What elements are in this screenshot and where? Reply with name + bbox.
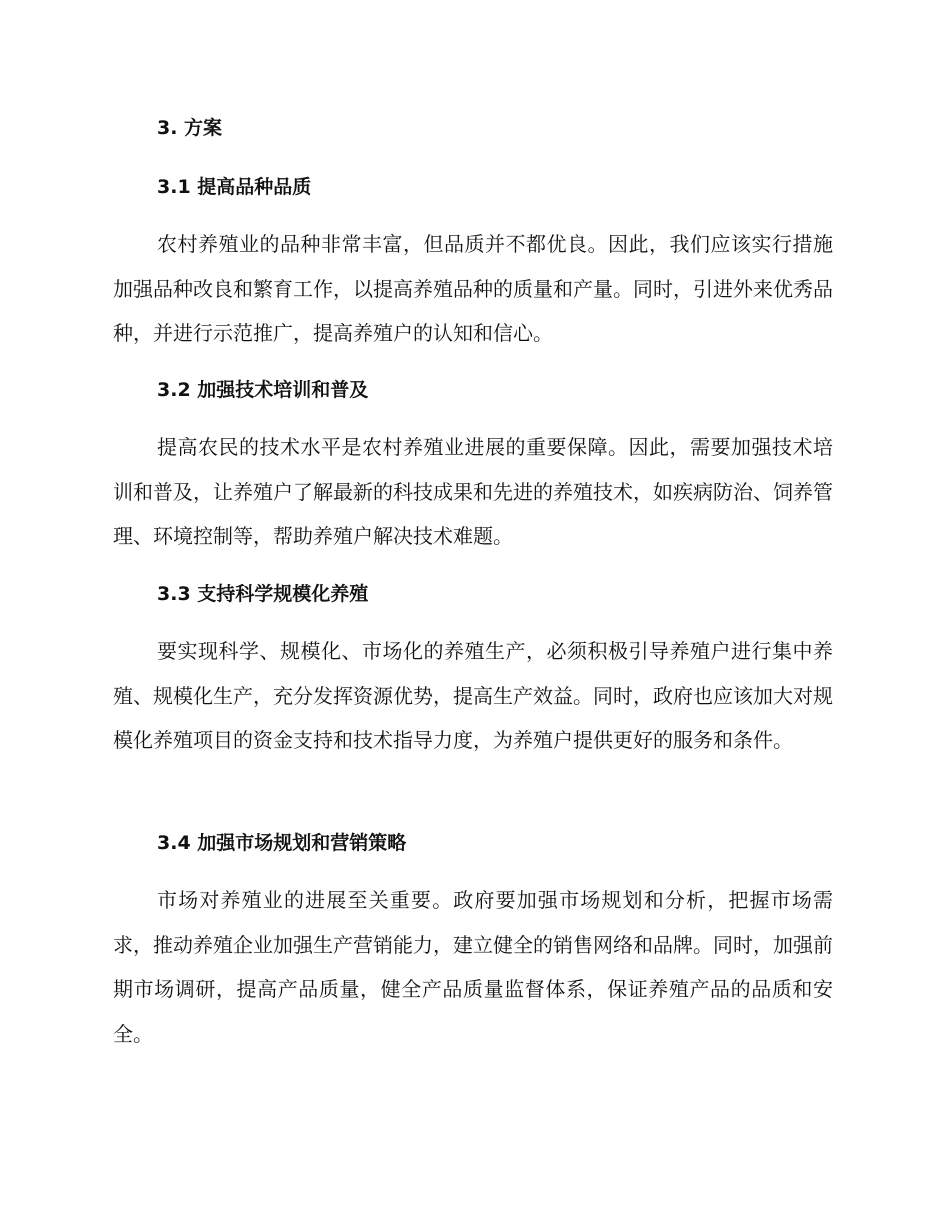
subsection-body-3-1: 农村养殖业的品种非常丰富，但品质并不都优良。因此，我们应该实行措施加强品种改良和繁育工作，以提高养殖品种的质量和产量。同时，引进外来优秀品种，并进行示范推广，提高养殖户的认知和信心。 [113,232,833,345]
section-title: 3. 方案 [157,117,223,139]
subsection-heading-3-1: 3.1 提高品种品质 [157,176,312,198]
subsection-heading-3-2: 3.2 加强技术培训和普及 [157,379,369,401]
subsection-body-3-4: 市场对养殖业的进展至关重要。政府要加强市场规划和分析，把握市场需求，推动养殖企业加强生产营销能力，建立健全的销售网络和品牌。同时，加强前期市场调研，提高产品质量，健全产品质量监督体系，保证养殖产品的品质和安全。 [113,888,833,1046]
subsection-heading-3-3: 3.3 支持科学规模化养殖 [157,583,369,605]
subsection-body-3-2: 提高农民的技术水平是农村养殖业进展的重要保障。因此，需要加强技术培训和普及，让养殖户了解最新的科技成果和先进的养殖技术，如疾病防治、饲养管理、环境控制等，帮助养殖户解决技术难题。 [113,435,833,548]
subsection-heading-3-4: 3.4 加强市场规划和营销策略 [157,832,407,854]
subsection-body-3-3: 要实现科学、规模化、市场化的养殖生产，必须积极引导养殖户进行集中养殖、规模化生产，充分发挥资源优势，提高生产效益。同时，政府也应该加大对规模化养殖项目的资金支持和技术指导力度，为养殖户提供更好的服务和条件。 [113,639,833,752]
